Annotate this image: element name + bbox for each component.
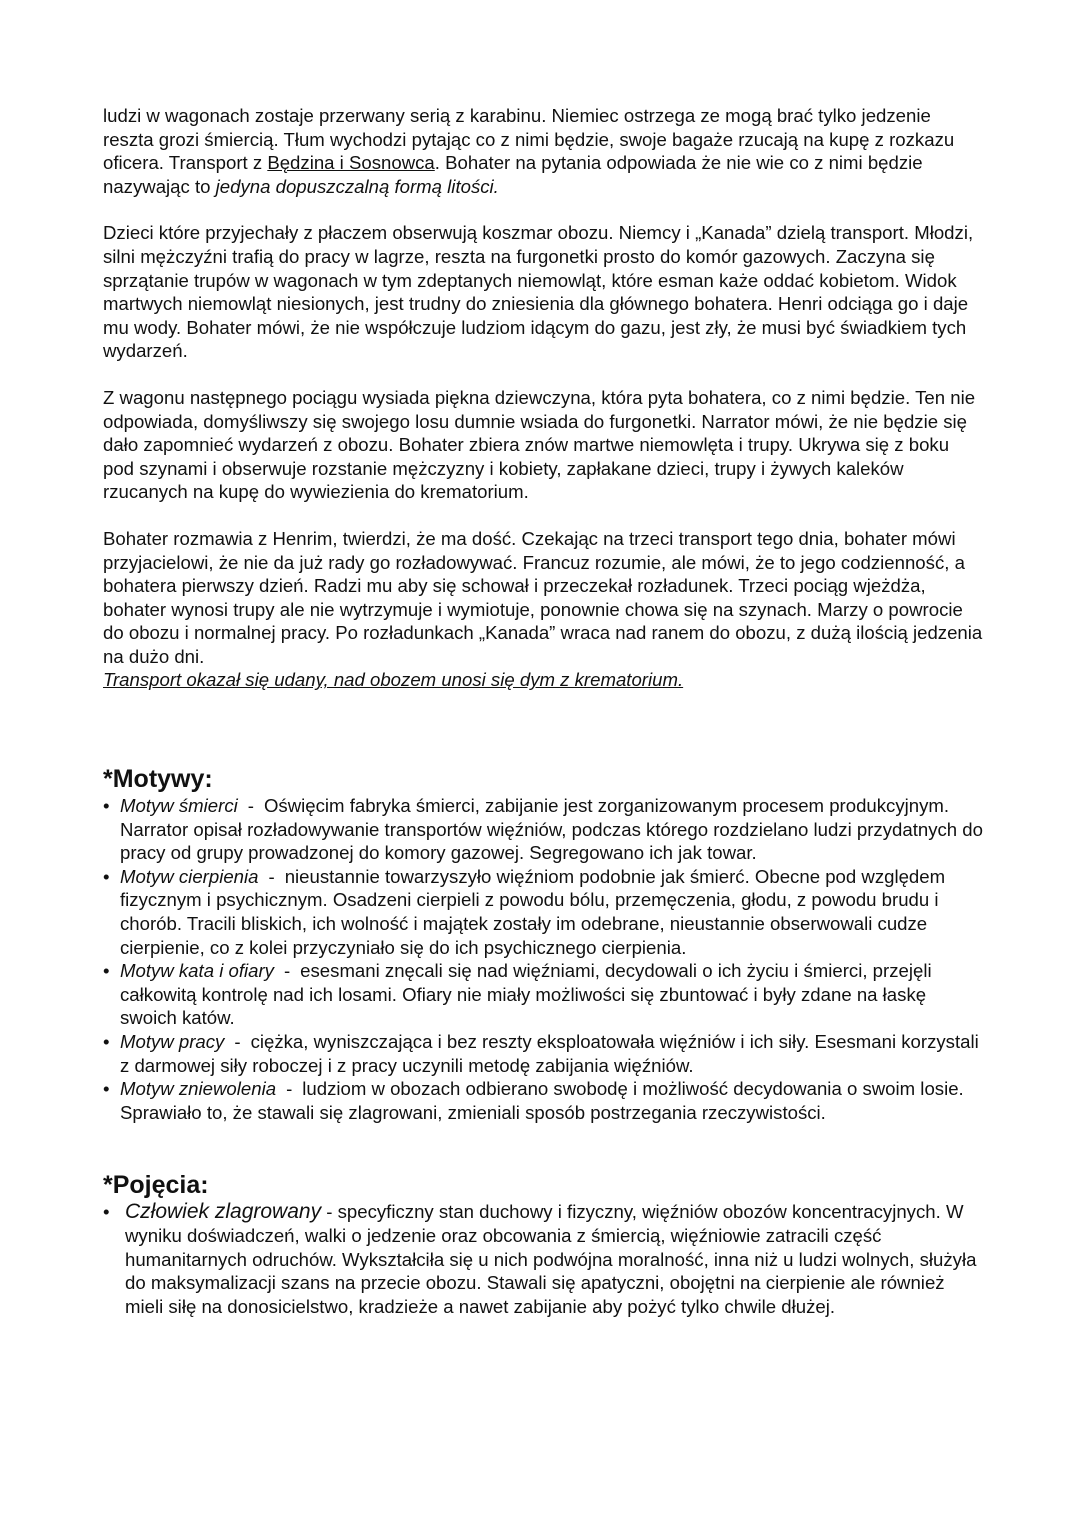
bullet-icon: • bbox=[103, 795, 110, 817]
motif-item bbox=[103, 794, 983, 865]
motif-item bbox=[103, 1030, 983, 1077]
motif-text: nieustannie towarzyszyło więźniom podobnie jak śmierć. Obecne pod względem fizycznym i psychicznym. Osadzeni cierpieli z powodu bólu, przemęczenia, głodu, z powodu brudu i chorób. Tracili bliskich, ich wolność i majątek zostały im odebrane, nieustannie obserwowali cudze cierpienie, co z kolei przyczyniało się do ich psychicznego cierpienia. bbox=[120, 865, 946, 958]
paragraph-4-conclusion: Transport okazał się udany, nad obozem unosi się dym z krematorium. bbox=[103, 669, 684, 691]
bullet-icon: • bbox=[103, 1201, 110, 1223]
motif-term: Motyw zniewolenia bbox=[120, 1078, 277, 1100]
motif-term: Motyw kata i ofiary bbox=[120, 960, 274, 982]
motifs-section bbox=[103, 764, 983, 1124]
motifs-heading: *Motywy: bbox=[103, 765, 213, 794]
concepts-section bbox=[103, 1170, 983, 1318]
concept-text: - specyficzny stan duchowy i fizyczny, więźniów obozów koncentracyjnych. W wyniku doświadczeń, walki o jedzenie oraz obcowania z śmiercią, więźniowie zatracili część humanitarnych odruchów. Wykształciła się u nich podwójna moralność, inna niż u ludzi wolnych, służyła do maksymalizacji szans na przecie obozu. Stawali się apatyczni, obojętni na cierpienie ale również mieli siłę na donosicielstwo, kradzieże a nawet zabijanie aby pożyć tylko chwile dłużej. bbox=[125, 1201, 977, 1317]
paragraph-1 bbox=[103, 104, 983, 198]
paragraph-1-text-a: ludzi w wagonach zostaje przerwany serią z karabinu. Niemiec ostrzega ze mogą brać tylko jedzenie reszta grozi śmiercią. Tłum wychodzi pytając co z nimi będzie, swoje bagaże rzucają na kupę z rozkazu oficera. Transport z bbox=[103, 105, 955, 174]
concept-item bbox=[103, 1200, 983, 1318]
section-spacer bbox=[103, 692, 983, 764]
bullet-icon: • bbox=[103, 1078, 110, 1100]
motif-term: Motyw pracy bbox=[120, 1031, 225, 1052]
motif-item bbox=[103, 865, 983, 959]
bullet-icon: • bbox=[103, 960, 110, 982]
concept-term: Człowiek zlagrowany bbox=[125, 1200, 322, 1224]
motif-separator: - bbox=[286, 1078, 293, 1100]
bullet-icon: • bbox=[103, 865, 110, 887]
motif-separator: - bbox=[283, 960, 291, 982]
paragraph-1-italic: jedyna dopuszczalną formą litości. bbox=[215, 175, 499, 197]
motif-separator: - bbox=[234, 1031, 241, 1052]
motifs-list bbox=[103, 794, 983, 1124]
paragraph-4 bbox=[103, 527, 983, 692]
motif-item bbox=[103, 1077, 983, 1124]
paragraph-4-text: Bohater rozmawia z Henrim, twierdzi, że ma dość. Czekając na trzeci transport tego dnia, bohater mówi przyjacielowi, że nie da już rady go rozładowywać. Francuz rozumie, ale mówi, że to jego codzienność, a bohatera pierwszy dzień. Radzi mu aby się schował i przeczekał rozładunek. Trzeci pociąg wjeżdża, bohater wynosi trupy ale nie wytrzymuje i wymiotuje, ponownie chowa się na szynach. Marzy o powrocie do obozu i normalnej pracy. Po rozładunkach „Kanada” wraca nad ranem do obozu, z dużą ilością jedzenia na dużo dni. bbox=[103, 527, 983, 667]
location-link: Będzina i Sosnowca bbox=[267, 152, 435, 174]
concepts-list bbox=[103, 1200, 983, 1318]
motif-separator: - bbox=[247, 795, 254, 817]
motif-text: ludziom w obozach odbierano swobodę i możliwość decydowania o swoim losie. Sprawiało to, że stawali się zlagrowani, zmieniali sposób postrzegania rzeczywistości. bbox=[120, 1078, 964, 1123]
document-page bbox=[103, 104, 983, 1318]
paragraph-2: Dzieci które przyjechały z płaczem obserwują koszmar obozu. Niemcy i „Kanada” dzielą transport. Młodzi, silni mężczyźni trafią do pracy w lagrze, reszta na furgonetki prosto do komór gazowych. Zaczyna się sprzątanie trupów w wagonach w tym zdeptanych niemowląt, które esman każe oddać kobietom. Widok martwych niemowląt niesionych, jest trudny do zniesienia dla głównego bohatera. Henri odciąga go i daje mu wody. Bohater mówi, że nie współczuje ludziom idącym do gazu, jest zły, że musi być świadkiem tych wydarzeń. bbox=[103, 222, 974, 362]
motif-term: Motyw cierpienia bbox=[120, 865, 259, 887]
paragraph-1-text-b: . Bohater na pytania odpowiada że nie wie co z nimi będzie nazywając to bbox=[103, 152, 923, 197]
bullet-icon: • bbox=[103, 1031, 110, 1052]
motif-term: Motyw śmierci bbox=[120, 795, 238, 817]
concepts-heading: *Pojęcia: bbox=[103, 1171, 209, 1200]
motif-item bbox=[103, 959, 983, 1030]
paragraph-3: Z wagonu następnego pociągu wysiada piękna dziewczyna, która pyta bohatera, co z nimi będzie. Ten nie odpowiada, domyśliwszy się swojego losu dumnie wsiada do furgonetki. Narrator mówi, że nie będzie się dało zapomnieć wydarzeń z obozu. Bohater zbiera znów martwe niemowlęta i trupy. Ukrywa się z boku pod szynami i obserwuje rozstanie mężczyzny i kobiety, zapłakane dzieci, trupy i żywych kaleków rzucanych na kupę do wywiezienia do krematorium. bbox=[103, 386, 976, 503]
motif-separator: - bbox=[268, 865, 275, 887]
motif-text: ciężka, wyniszczająca i bez reszty eksploatowała więźniów i ich siły. Esesmani korzystali z darmowej siły roboczej i z pracy uczynili metodę zabijania więźniów. bbox=[120, 1031, 979, 1076]
section-spacer bbox=[103, 1124, 983, 1170]
motif-text: Oświęcim fabryka śmierci, zabijanie jest zorganizowanym procesem produkcyjnym. Narrator opisał rozładowywanie transportów więźniów, podczas którego rozdzielano ludzi przydatnych do pracy od grupy prowadzonej do komory gazowej. Segregowano ich jak towar. bbox=[120, 795, 983, 864]
motif-text: esesmani znęcali się nad więźniami, decydowali o ich życiu i śmierci, przejęli całkowitą kontrolę nad ich losami. Ofiary nie miały możliwości się zbuntować i były zdane na łaskę swoich katów. bbox=[120, 960, 932, 1029]
